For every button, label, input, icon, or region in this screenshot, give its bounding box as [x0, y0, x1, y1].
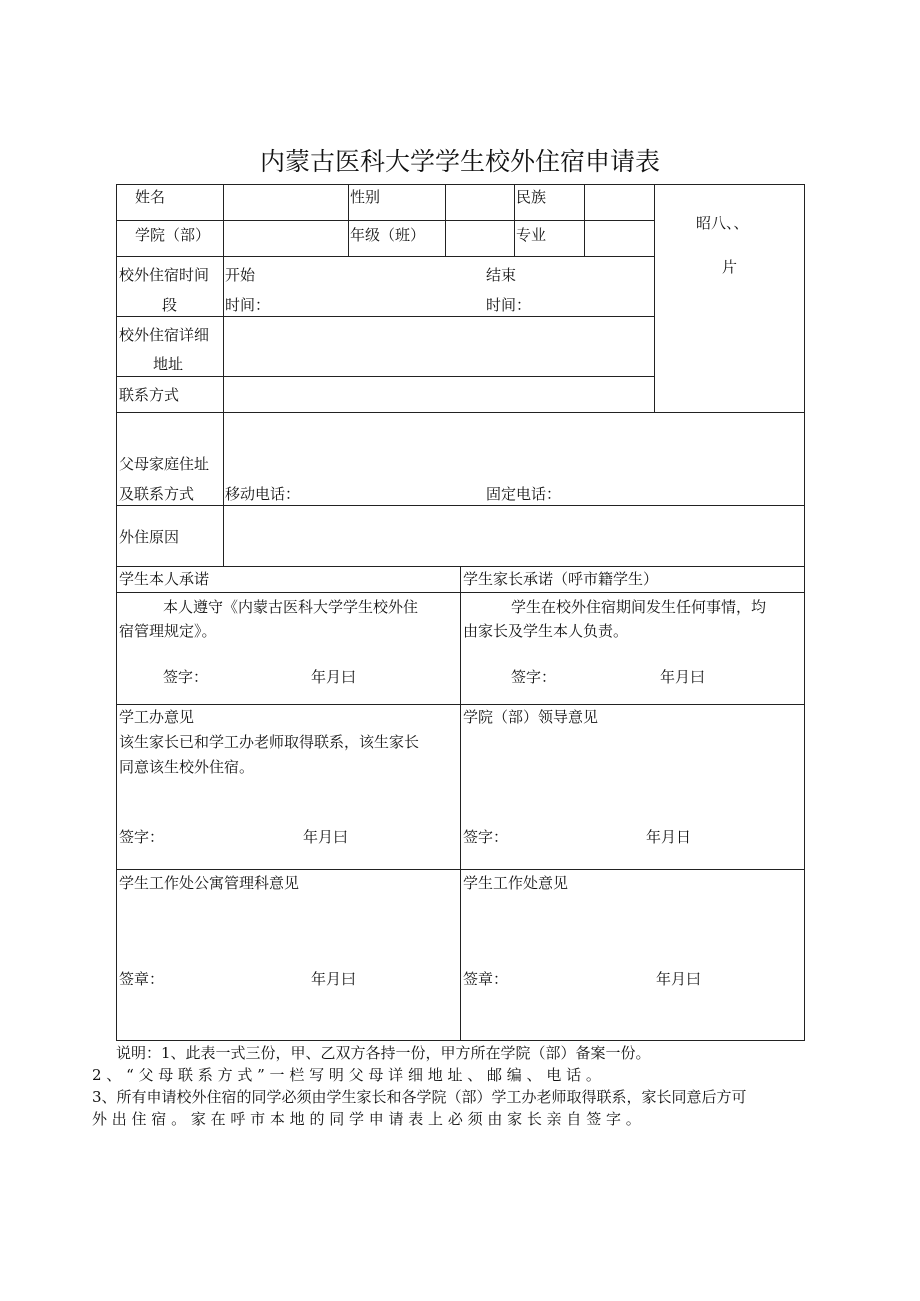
column-divider: [514, 184, 515, 257]
note-line: 2 、 “ 父 母 联 系 方 式 ” 一 栏 写 明 父 母 详 细 地 址 、 邮 编 、 电 话 。: [92, 1066, 601, 1084]
period-label: 段: [162, 296, 178, 314]
grade-label: 年级（班）: [350, 226, 426, 244]
parent-commitment-text: 学生在校外住宿期间发生任何事情，均: [511, 598, 767, 616]
college-sign-label[interactable]: 签字：: [463, 828, 509, 846]
page-title: 内蒙古医科大学学生校外住宿申请表: [259, 147, 660, 176]
student-sign-label[interactable]: 签字：: [163, 668, 209, 686]
landline-label[interactable]: 固定电话：: [486, 485, 562, 503]
photo-label: 片: [722, 258, 738, 276]
office-date-label[interactable]: 年月曰: [303, 828, 349, 846]
college-label: 学院（部）: [135, 226, 211, 244]
photo-label: 昭八、、: [696, 214, 749, 232]
start-label: 开始: [225, 266, 256, 284]
gender-label: 性别: [350, 188, 381, 206]
name-label: 姓名: [135, 188, 166, 206]
parent-commitment-title: 学生家长承诺（呼市籍学生）: [463, 570, 659, 588]
apartment-date-label[interactable]: 年月曰: [311, 970, 357, 988]
row-divider: [116, 505, 805, 506]
office-opinion-text: 该生家长已和学工办老师取得联系，该生家长: [119, 733, 420, 751]
student-date-label[interactable]: 年月曰: [311, 668, 357, 686]
office-sign-label[interactable]: 签字：: [119, 828, 165, 846]
office-opinion-text: 同意该生校外住宿。: [119, 758, 255, 776]
affairs-date-label[interactable]: 年月曰: [656, 970, 702, 988]
center-column-divider: [460, 566, 461, 1041]
parent-commitment-text: 由家长及学生本人负责。: [463, 622, 629, 640]
grade-field[interactable]: [447, 222, 512, 254]
student-commitment-text: 本人遵守《内蒙古医科大学学生校外住: [163, 598, 419, 616]
major-field[interactable]: [586, 222, 652, 254]
column-divider: [445, 184, 446, 257]
student-commitment-text: 宿管理规定》。: [119, 622, 217, 640]
reason-field[interactable]: [225, 507, 802, 564]
affairs-opinion-title: 学生工作处意见: [463, 874, 569, 892]
reason-label: 外住原因: [119, 528, 180, 546]
major-label: 专业: [516, 226, 547, 244]
parent-label: 及联系方式: [119, 485, 195, 503]
parent-date-label[interactable]: 年月曰: [660, 668, 706, 686]
address-label: 校外住宿详细: [119, 326, 210, 344]
row-divider: [116, 256, 655, 257]
student-commitment-title: 学生本人承诺: [119, 570, 210, 588]
contact-field[interactable]: [225, 378, 652, 410]
college-field[interactable]: [225, 222, 346, 254]
row-divider: [116, 376, 655, 377]
row-divider: [116, 316, 655, 317]
name-field[interactable]: [225, 186, 346, 218]
row-divider: [116, 220, 655, 221]
column-divider: [584, 184, 585, 257]
affairs-seal-label[interactable]: 签章：: [463, 970, 509, 988]
column-divider: [348, 184, 349, 257]
table-border-left: [116, 184, 117, 1041]
label-column-divider: [223, 184, 224, 567]
note-line: 外 出 住 宿 。 家 在 呼 市 本 地 的 同 学 申 请 表 上 必 须 由 家 长 亲 自 签 字 。: [92, 1110, 641, 1128]
college-date-label[interactable]: 年月日: [646, 828, 692, 846]
office-opinion-title: 学工办意见: [119, 708, 195, 726]
apartment-opinion-title: 学生工作处公寓管理科意见: [119, 874, 300, 892]
address-label: 地址: [153, 355, 184, 373]
start-time-label[interactable]: 时间：: [225, 296, 271, 314]
college-opinion-title: 学院（部）领导意见: [463, 708, 599, 726]
note-line: 3、所有申请校外住宿的同学必须由学生家长和各学院（部）学工办老师取得联系，家长同意后方可: [92, 1088, 747, 1106]
note-line: 说明：1、此表一式三份，甲、乙双方各持一份，甲方所在学院（部）备案一份。: [116, 1044, 651, 1062]
gender-field[interactable]: [447, 186, 512, 218]
ethnicity-label: 民族: [516, 188, 547, 206]
end-time-label[interactable]: 时间：: [486, 296, 532, 314]
mobile-label[interactable]: 移动电话：: [225, 485, 301, 503]
row-divider: [116, 412, 805, 413]
end-label: 结束: [486, 266, 517, 284]
table-border-top: [116, 184, 805, 185]
period-label: 校外住宿时间: [119, 266, 210, 284]
photo-column-divider: [654, 184, 655, 413]
table-border-right: [804, 184, 805, 1041]
contact-label: 联系方式: [119, 386, 180, 404]
parent-label: 父母家庭住址: [119, 455, 210, 473]
parent-sign-label[interactable]: 签字：: [511, 668, 557, 686]
apartment-seal-label[interactable]: 签章：: [119, 970, 165, 988]
ethnicity-field[interactable]: [586, 186, 652, 218]
address-field[interactable]: [225, 318, 652, 374]
